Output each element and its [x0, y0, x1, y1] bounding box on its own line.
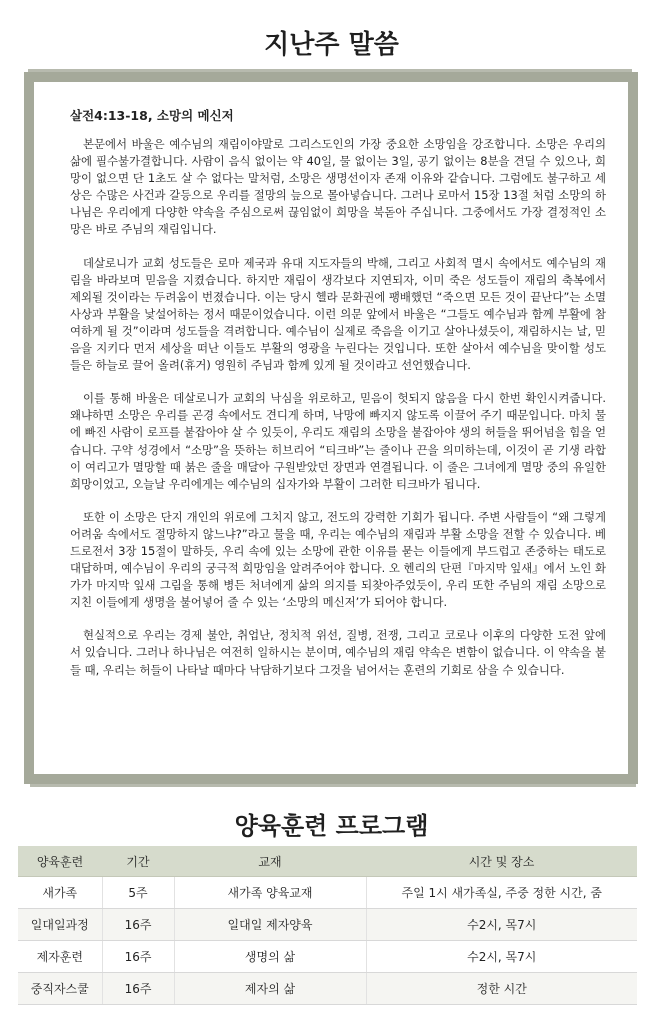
sermon-paragraph-2: 데살로니가 교회 성도들은 로마 제국과 유대 지도자들의 박해, 그리고 사회적 멸시 속에서도 예수님의 재림을 바라보며 믿음을 지켰습니다. 하지만 재림이 생각보다 지연되자, 이미 죽은 성도들이 재림의 축복에서 제외될 것이라는 두려움이 번졌습니다. 이는 당시 헬라 문화권에 팽배했던 “죽으면 모든 것이 끝난다”는 소멸 사상과 부활을 낯설어하는 정서 때문이었습니다. 이런 의문 앞에서 바울은 “그들도 예수님과 함께 부활에 참여하게 될 것”이라며 성도들을 격려합니다. 예수님이 실제로 죽음을 이기고 살아나셨듯이, 재림하시는 날, 믿음을 지키다 먼저 세상을 떠난 이들도 부활의 영광을 누린다는 것입니다. 또한 살아서 예수님을 맞이할 성도들은 하늘로 끌어 올려(휴거) 영원히 주님과 함께 있게 될 것이라고 선언했습니다. [70, 255, 606, 373]
program-title: 양육훈련 프로그램 [234, 812, 429, 840]
table-row [18, 973, 637, 1005]
page-title: 지난주 말씀 [264, 30, 399, 60]
cell-time-place: 수2시, 목7시 [366, 941, 637, 973]
cell-course: 일대일과정 [18, 909, 102, 941]
table-header-row [18, 846, 637, 877]
column-header-time-place: 시간 및 장소 [366, 846, 637, 877]
sermon-paragraph-4: 또한 이 소망은 단지 개인의 위로에 그치지 않고, 전도의 강력한 기회가 됩니다. 주변 사람들이 “왜 그렇게 어려움 속에서도 절망하지 않느냐?”라고 물을 때, 우리는 예수님의 재림과 부활 소망을 전할 수 있습니다. 베드로전서 3장 15절이 말하듯, 우리 속에 있는 소망에 관한 이유를 묻는 이들에게 부드럽고 존중하는 태도로 대답하며, 예수님이 우리의 궁극적 희망임을 알려주어야 합니다. 오 헨리의 단편『마지막 잎새』에서 노인 화가가 마지막 잎새 그림을 통해 병든 처녀에게 삶의 의지를 되찾아주었듯이, 우리 또한 주님의 재림 소망으로 지친 이들에게 생명을 불어넣어 줄 수 있는 ‘소망의 메신저’가 되어야 합니다. [70, 509, 606, 610]
sermon-paragraph-3: 이를 통해 바울은 데살로니가 교회의 낙심을 위로하고, 믿음이 헛되지 않음을 다시 한번 확인시켜줍니다. 왜냐하면 소망은 우리를 곤경 속에서도 견디게 하며, 낙망에 빠지지 않도록 이끌어 주기 때문입니다. 마치 물에 빠진 사람이 로프를 붙잡아야 살 수 있듯이, 우리도 재림의 소망을 붙잡아야 생의 허들을 뛰어넘을 힘을 얻습니다. 구약 성경에서 “소망”을 뜻하는 히브리어 “티크바”는 줄이나 끈을 의미하는데, 이것이 곧 기생 라합이 여리고가 멸망할 때 붉은 줄을 매달아 구원받았던 장면과 연결됩니다. 이 줄은 그녀에게 멸망 중의 유일한 희망이었고, 오늘날 우리에게는 예수님의 십자가와 부활이 그러한 티크바가 됩니다. [70, 391, 606, 491]
cell-course: 중직자스쿨 [18, 973, 102, 1005]
column-header-course: 양육훈련 [18, 846, 102, 877]
program-table [18, 846, 637, 1005]
cell-textbook: 제자의 삶 [174, 973, 366, 1005]
cell-textbook: 새가족 양육교재 [174, 877, 366, 909]
sermon-heading: 살전4:13-18, 소망의 메신저 [70, 108, 234, 123]
cell-course: 새가족 [18, 877, 102, 909]
sermon-paragraph-5: 현실적으로 우리는 경제 불안, 취업난, 정치적 위선, 질병, 전쟁, 그리고 코로나 이후의 다양한 도전 앞에 서 있습니다. 그러나 하나님은 여전히 일하시는 분이며, 예수님의 재림 약속은 변함이 없습니다. 이 약속을 붙들 때, 우리는 허들이 나타날 때마다 낙담하기보다 그것을 넘어서는 훈련의 기회로 삼을 수 있습니다. [70, 628, 606, 677]
cell-duration: 16주 [102, 941, 174, 973]
table-row [18, 877, 637, 909]
cell-time-place: 주일 1시 새가족실, 주중 정한 시간, 줌 [366, 877, 637, 909]
cell-textbook: 일대일 제자양육 [174, 909, 366, 941]
column-header-duration: 기간 [102, 846, 174, 877]
cell-textbook: 생명의 삶 [174, 941, 366, 973]
cell-duration: 16주 [102, 973, 174, 1005]
cell-duration: 5주 [102, 877, 174, 909]
cell-time-place: 수2시, 목7시 [366, 909, 637, 941]
table-row [18, 941, 637, 973]
sermon-body [70, 106, 606, 695]
sermon-frame [24, 72, 638, 784]
column-header-textbook: 교재 [174, 846, 366, 877]
sermon-paragraph-1: 본문에서 바울은 예수님의 재림이야말로 그리스도인의 가장 중요한 소망임을 강조합니다. 소망은 우리의 삶에 필수불가결합니다. 사람이 음식 없이는 약 40일, 물 없이는 3일, 공기 없이는 8분을 견딜 수 있으나, 희망이 없으면 단 1초도 살 수 없다는 말처럼, 소망은 생명선이자 존재 이유와 같습니다. 그럼에도 불구하고 세상은 수많은 사건과 갈등으로 우리를 절망의 늪으로 몰아넣습니다. 그러나 로마서 15장 13절 처럼 소망의 하나님은 우리에게 다양한 약속을 주심으로써 끊임없이 희망을 북돋아 주십니다. 그중에서도 가장 결정적인 소망은 바로 주님의 재림입니다. [70, 137, 606, 237]
table-row [18, 909, 637, 941]
cell-time-place: 정한 시간 [366, 973, 637, 1005]
cell-duration: 16주 [102, 909, 174, 941]
cell-course: 제자훈련 [18, 941, 102, 973]
